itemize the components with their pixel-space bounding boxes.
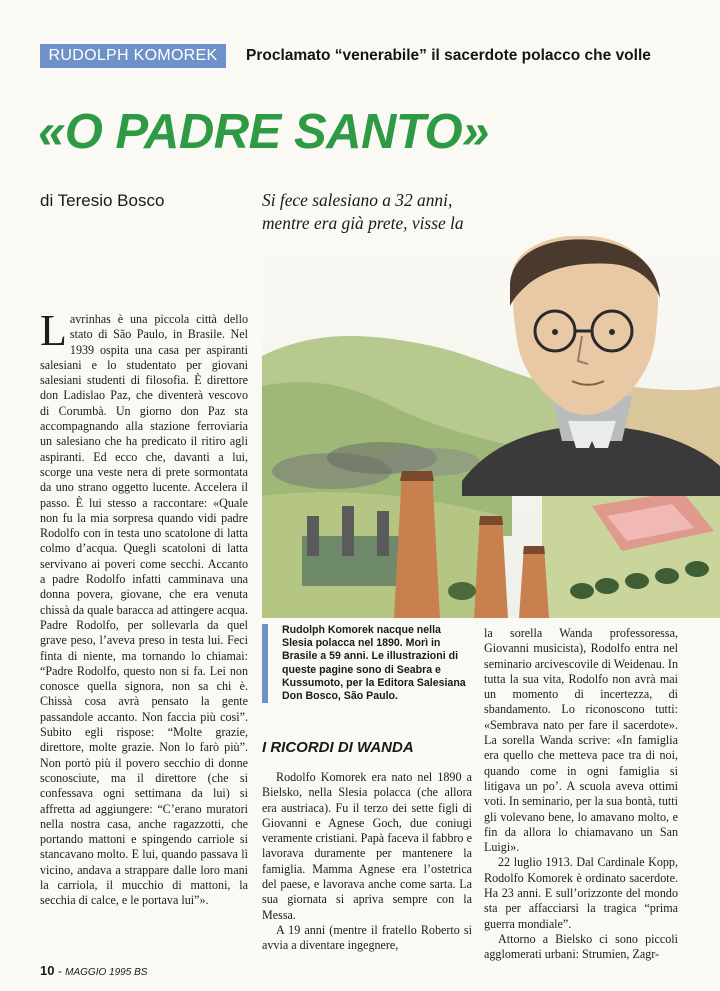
- body-column-2: [262, 770, 472, 954]
- col2-paragraph-1: Rodolfo Komorek era nato nel 1890 a Bielsko, nella Slesia polacca (che allora era austriaca). Fu il terzo dei sette figli di Giovanni e Agnese Goch, due coniugi veramente cristiani. Papà faceva il fabbro e lavorava duramente per mantenere la famiglia. Mamma Agnese era l’ostetrica del paese, e lavorava anche come sarta. La sua giornata si apriva sempre con la Messa.: [262, 770, 472, 922]
- body-column-3: [484, 626, 678, 963]
- section-tag: RUDOLPH KOMOREK: [40, 44, 226, 68]
- headline: «O PADRE SANTO»: [38, 105, 489, 159]
- illustration-caption: Rudolph Komorek nacque nella Slesia polacca nel 1890. Morì in Brasile a 59 anni. Le illustrazioni di queste pagine sono di Seabra e Kussumoto, per la Editora Salesiana Don Bosco, São Paulo.: [262, 624, 470, 703]
- kicker-line: Proclamato “venerabile” il sacerdote polacco che volle: [246, 47, 651, 64]
- issue-label: MAGGIO 1995 BS: [65, 967, 148, 978]
- col3-paragraph-2: 22 luglio 1913. Dal Cardinale Kopp, Rodolfo Komorek è ordinato sacerdote. Ha 23 anni. E sull’orizzonte del mondo sta per affacciarsi la tragica “prima guerra mondiale”.: [484, 855, 678, 931]
- col2-paragraph-2: A 19 anni (mentre il fratello Roberto si avvia a diventare ingegnere,: [262, 922, 472, 953]
- page-folio: 10 - MAGGIO 1995 BS: [40, 963, 148, 978]
- page-number: 10: [40, 963, 55, 978]
- col1-paragraph: avrinhas è una piccola città dello stato di São Paulo, in Brasile. Nel 1939 ospita una casa per aspiranti salesiani e lo studentato per giovani salesiani studenti di filosofia. È direttore don Ladislao Paz, che diventerà vescovo di Corumbà. Un giorno don Paz sta accompagnando alla stazione ferroviaria un salesiano che ha predicato il ritiro agli aspiranti. Ed ecco che, davanti a lui, scorge una veste nera di prete sormontata da uno strano oggetto lucente. Accelera il passo. È lui stesso a raccontare: «Quale non fu la mia sorpresa quando vidi padre Rodolfo con in testa uno scatolone di latta colmo d’acqua. Quegli scatoloni di latta servivano ai poveri come secchi. Accanto a padre Rodolfo infatti camminava una donna povera, giovane, che era venuta chissà da quale baracca ad attingere acqua. Padre Rodolfo, per sollevarla da quel grave peso, l’aveva preso in testa lui. Feci finta di niente, ma tornando lo chiamai: “Padre Rodolfo, questo non si fa. Lei non conosce quella signora, non sa chi è. Chissà cosa avrà pensato la gente passandole accanto. Non faccia più così”. Subito egli rispose: “Molte grazie, direttore, molte grazie. Non lo farò più”. Non portò più il povero secchio di donne sconosciute, ma il direttore (che si confessava ogni settimana da lui) si affretta ad aggiungere: “C’erano muratori nella nostra casa, anche ragazzotti, che portando mattoni e spingendo carriole si stancavano molto. E lui, quando passava lì vicino, andava a strappare dalle loro mani la carriola, il mucchio di mattoni, la secchia di calce, e le portava lui”».: [40, 312, 248, 908]
- col3-paragraph-1: la sorella Wanda professoressa, Giovanni musicista), Rodolfo entra nel seminario arcivescovile di Weidenau. In tutta la sua vita, Rodolfo non avrà mai un momento di incertezza, di sbandamento. Lo riconoscono tutti: «Sembrava nato per fare il sacerdote». La sorella Wanda scrive: «In famiglia era quello che metteva pace tra di noi, quando come in ogni famiglia si litigava un po’. A scuola aveva ottimi voti. In seminario, per la sua bontà, tutti gli volevano bene, lo amavano molto, e fin da allora lo chiamavano un San Luigi».: [484, 626, 678, 855]
- col3-paragraph-3: Attorno a Bielsko ci sono piccoli agglomerati urbani: Strumien, Zagr-: [484, 931, 678, 962]
- author-byline: di Teresio Bosco: [40, 191, 165, 210]
- dropcap: L: [40, 306, 67, 355]
- portrait-illustration: [262, 236, 720, 618]
- body-column-1: [40, 306, 248, 909]
- standfirst: Si fece salesiano a 32 anni, mentre era già prete, visse la: [262, 190, 464, 233]
- section-subhead: I RICORDI DI WANDA: [262, 739, 414, 756]
